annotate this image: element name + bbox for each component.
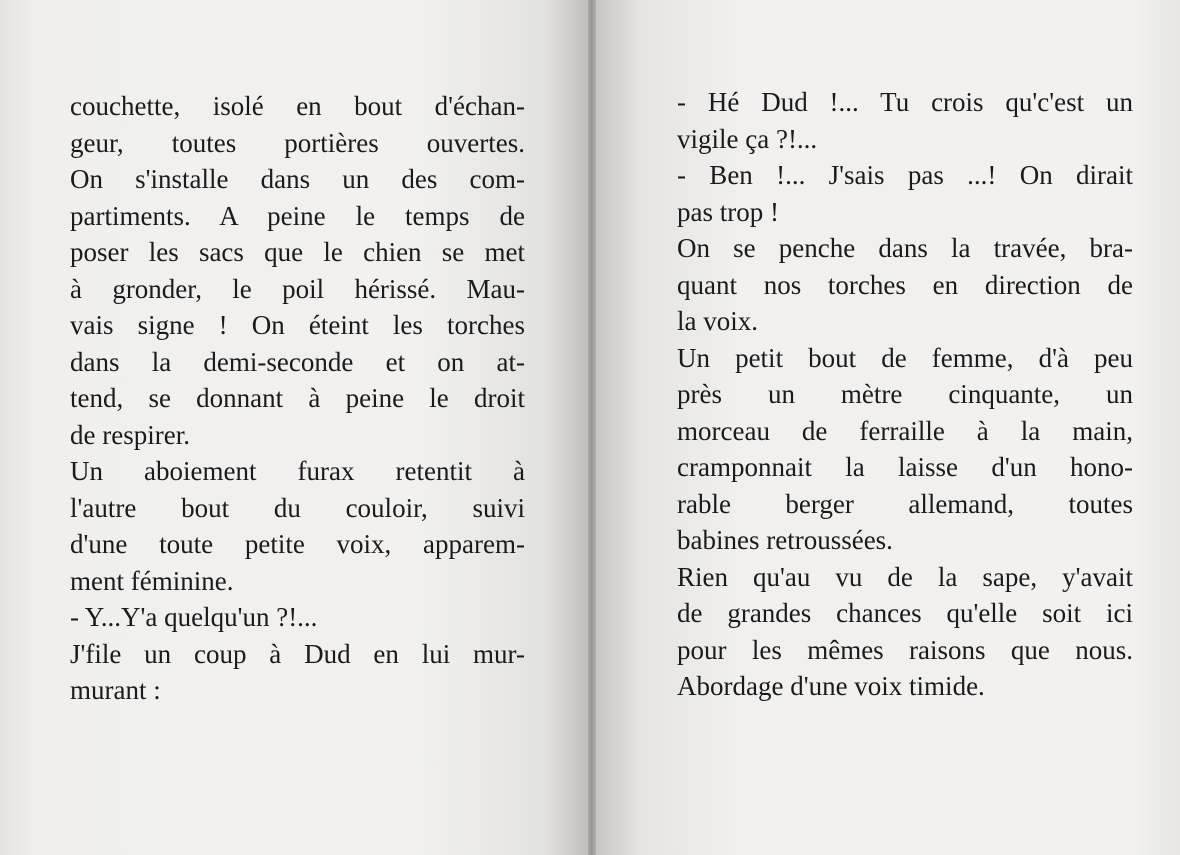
text-line: ment féminine. — [70, 565, 234, 596]
text-line: la voix. — [677, 306, 758, 336]
text-line: - Hé Dud !... Tu crois qu'c'est un — [677, 87, 1133, 117]
text-line: dans la demi-seconde et on at- — [70, 346, 525, 377]
text-line: - Y...Y'a quelqu'un ?!... — [70, 602, 318, 632]
left-page-text — [70, 88, 525, 709]
text-line: près un mètre cinquante, un — [677, 379, 1133, 409]
text-line: de grandes chances qu'elle soit ici — [677, 598, 1133, 628]
right-page-text — [677, 84, 1133, 705]
book-gutter — [588, 0, 596, 855]
text-line: pas trop ! — [677, 196, 779, 227]
text-line: couchette, isolé en bout d'échan- — [70, 91, 525, 121]
text-line: babines retroussées. — [677, 525, 893, 555]
text-line: On s'installe dans un des com- — [70, 164, 525, 194]
text-line: à gronder, le poil hérissé. Mau- — [70, 273, 525, 304]
text-line: de respirer. — [70, 419, 190, 450]
text-line: partiments. A peine le temps de — [70, 200, 525, 231]
text-line: cramponnait la laisse d'un hono- — [677, 452, 1133, 482]
text-line: quant nos torches en direction de — [677, 269, 1133, 300]
text-line: l'autre bout du couloir, suivi — [70, 492, 525, 523]
text-line: morceau de ferraille à la main, — [677, 415, 1133, 446]
text-line: Abordage d'une voix timide. — [677, 671, 985, 701]
text-line: J'file un coup à Dud en lui mur- — [70, 638, 525, 669]
text-line: tend, se donnant à peine le droit — [70, 383, 525, 413]
text-line: pour les mêmes raisons que nous. — [677, 634, 1133, 665]
text-line: poser les sacs que le chien se met — [70, 237, 525, 267]
text-line: Un petit bout de femme, d'à peu — [677, 342, 1133, 373]
text-line: d'une toute petite voix, apparem- — [70, 529, 525, 559]
text-line: On se penche dans la travée, bra- — [677, 233, 1133, 263]
text-line: geur, toutes portières ouvertes. — [70, 127, 525, 158]
text-line: Un aboiement furax retentit à — [70, 456, 525, 486]
text-line: Rien qu'au vu de la sape, y'avait — [677, 561, 1133, 592]
text-line: rable berger allemand, toutes — [677, 488, 1133, 519]
text-line: - Ben !... J'sais pas ...! On dirait — [677, 160, 1133, 190]
text-line: murant : — [70, 675, 161, 705]
text-line: vais signe ! On éteint les torches — [70, 310, 525, 340]
text-line: vigile ça ?!... — [677, 123, 818, 154]
